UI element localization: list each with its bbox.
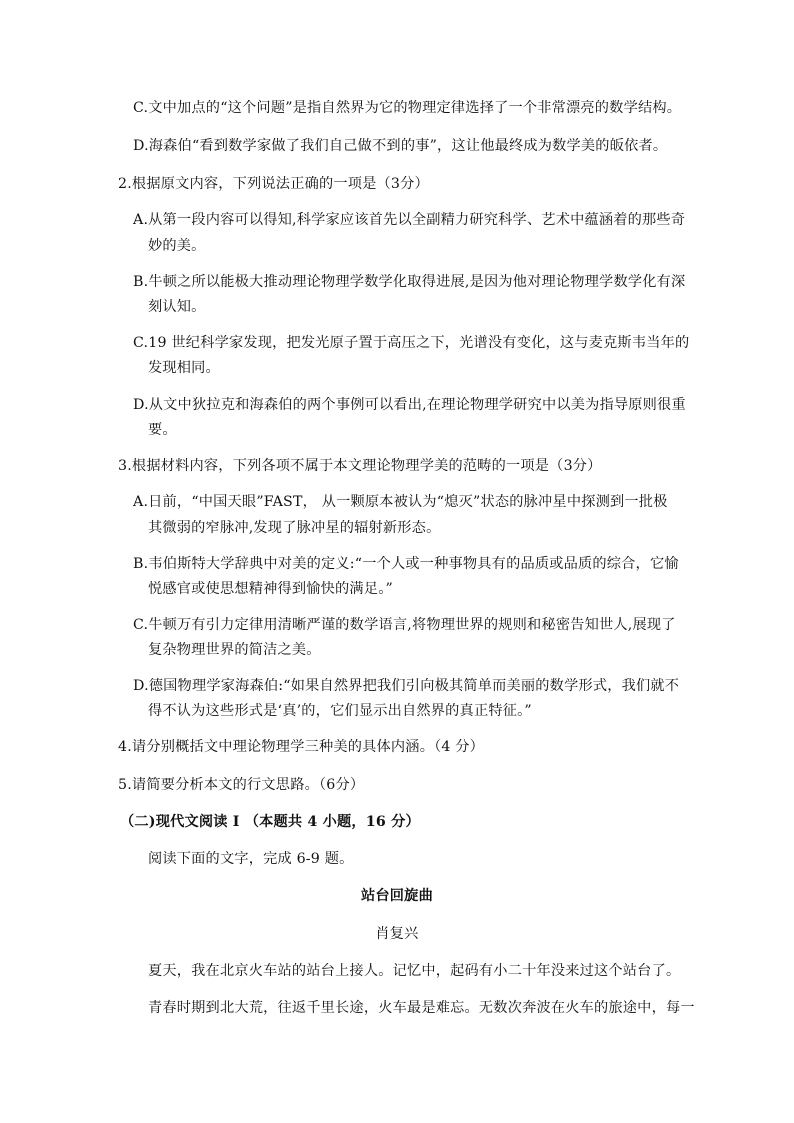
- q3-option-a-line2: 其微弱的窄脉冲,发现了脉冲星的辐射新形态。: [148, 520, 441, 536]
- q3-option-c-line2: 复杂物理世界的简洁之美。: [148, 642, 321, 658]
- article-title: 站台回旋曲: [361, 888, 433, 904]
- section-instruction: 阅读下面的文字，完成 6-9 题。: [148, 851, 354, 867]
- q2-option-b-line1: B.牛顿之所以能极大推动理论物理学数学化取得进展,是因为他对理论物理学数学化有深: [133, 274, 686, 290]
- q3-option-d-line2: 得不认为这些形式是‘真’的，它们显示出自然界的真正特征。”: [148, 703, 532, 719]
- q3-option-c-line1: C.牛顿万有引力定律用清晰严谨的数学语言,将物理世界的规则和秘密告知世人,展现了: [133, 617, 676, 633]
- q2-option-c-line2: 发现相同。: [148, 360, 220, 376]
- q2-stem: 2.根据原文内容，下列说法正确的一项是（3分）: [118, 176, 429, 192]
- q2-option-d-line1: D.从文中狄拉克和海森伯的两个事例可以看出,在理论物理学研究中以美为指导原则很重: [133, 397, 686, 413]
- q2-option-c-line1: C.19 世纪科学家发现，把发光原子置于高压之下，光谱没有变化，这与麦克斯韦当年的: [133, 335, 690, 351]
- q4-stem: 4.请分别概括文中理论物理学三种美的具体内涵。（4 分）: [118, 739, 485, 755]
- article-paragraph-2: 青春时期到北大荒，往返千里长途，火车最是难忘。无数次奔波在火车的旅途中，每一: [148, 1000, 695, 1016]
- article-paragraph-1: 夏天，我在北京火车站的站台上接人。记忆中，起码有小二十年没来过这个站台了。: [148, 963, 681, 979]
- q2-option-a-line1: A.从第一段内容可以得知,科学家应该首先以全副精力研究科学、艺术中蕴涵着的那些奇: [133, 212, 686, 228]
- q2-option-a-line2: 妙的美。: [148, 238, 206, 254]
- q2-option-d-line2: 要。: [148, 422, 177, 438]
- section-heading: （二)现代文阅读 I （本题共 4 小题，16 分）: [120, 814, 420, 830]
- q3-option-d-line1: D.德国物理学家海森伯:“如果自然界把我们引向极其简单而美丽的数学形式，我们就不: [133, 678, 680, 694]
- article-author: 肖复兴: [375, 926, 419, 942]
- q3-option-b-line1: B.韦伯斯特大学辞典中对美的定义:“一个人或一种事物具有的品质或品质的综合，它愉: [133, 556, 679, 572]
- q3-option-b-line2: 悦感官或使思想精神得到愉快的满足。”: [148, 581, 393, 597]
- q1-option-c: C.文中加点的“这个问题”是指自然界为它的物理定律选择了一个非常漂亮的数学结构。: [133, 100, 682, 116]
- q3-stem: 3.根据材料内容，下列各项不属于本文理论物理学美的范畴的一项是（3分）: [118, 458, 602, 474]
- q2-option-b-line2: 刻认知。: [148, 299, 206, 315]
- q1-option-d: D.海森伯“看到数学家做了我们自己做不到的事”，这让他最终成为数学美的皈依者。: [133, 138, 668, 154]
- q5-stem: 5.请简要分析本文的行文思路。（6分）: [118, 777, 365, 793]
- q3-option-a-line1: A.日前，“中国天眼”FAST， 从一颗原本被认为“熄灭”状态的脉冲星中探测到一批极: [133, 494, 668, 510]
